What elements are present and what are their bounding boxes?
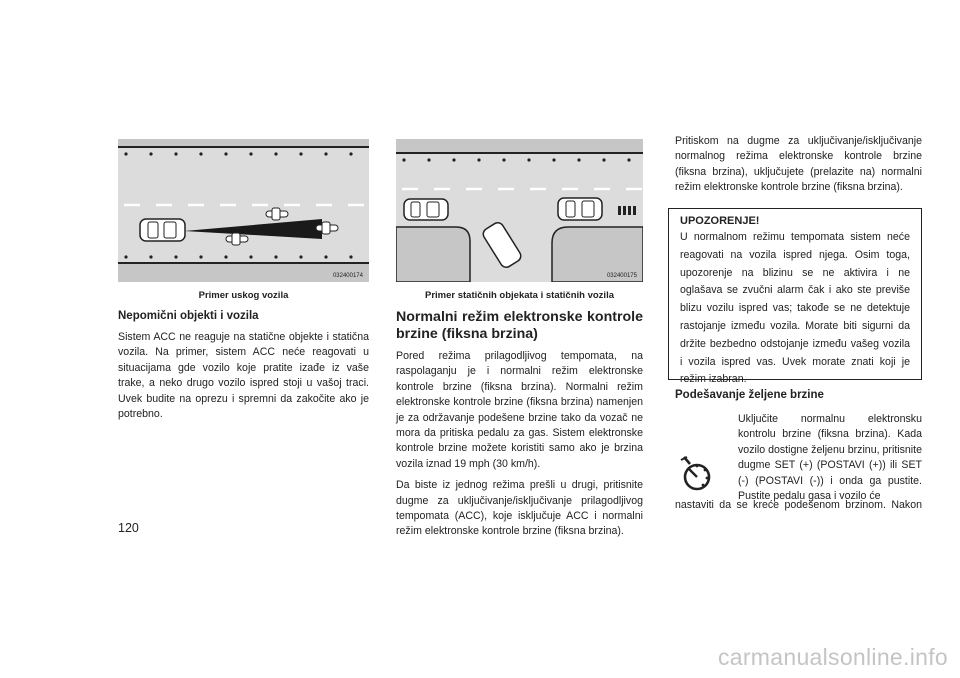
paragraph: Sistem ACC ne reaguje na statične objekte i statična vozila. Na primer, sistem ACC neće reagovati u situacijama gde vozilo koje pratite izađe iz vaše trake, a neko drugo vozilo ispred stoji u vašoj traci. Uvek budite na oprezu i spremni da zakočite ako je potrebno. bbox=[118, 331, 369, 421]
paragraph: Pritiskom na dugme za uključivanje/isključivanje normalnog režima elektronske kontrole brzine (fiksna brzina), uključujete (prelazite na) normalni režim elektronske kontrole brzine (fiksna brzina). bbox=[675, 135, 922, 194]
column-right-indented bbox=[738, 412, 922, 504]
figure-narrow-vehicle bbox=[118, 139, 369, 282]
column-right-sub bbox=[675, 388, 922, 409]
column-middle bbox=[396, 309, 643, 546]
warning-title: UPOZORENJE! bbox=[680, 215, 760, 227]
paragraph: Pored režima prilagodljivog tempomata, na raspolaganju je i normalni režim elektronske kontrole brzine (fiksna brzina). Normalni režim elektronske kontrole brzine (fiksna brzina) namenjen je za održavanje podešene brzine tako da vozač ne mora da pritiska pedalu za gas. Sistem elektronske kontrole brzine možete koristiti samo ako je brzina vozila iznad 19 mph (30 km/h). bbox=[396, 350, 643, 470]
figure-caption: Primer statičnih objekata i statičnih vozila bbox=[424, 290, 614, 301]
watermark: carmanualsonline.info bbox=[717, 644, 948, 670]
column-right-continued bbox=[675, 498, 922, 513]
paragraph: Da biste iz jednog režima prešli u drugi, pritisnite dugme za uključivanje/isključivanje prilagodljivog tempomata (ACC), koje isključuje ACC i normalni režim elektronske kontrole brzine (fiksna brzina). bbox=[396, 479, 643, 538]
figure-code: 032400175 bbox=[606, 273, 637, 279]
warning-box bbox=[668, 208, 922, 386]
paragraph: nastaviti da se kreće podešenom brzinom. Nakon bbox=[675, 499, 922, 511]
section-heading: Nepomični objekti i vozila bbox=[118, 310, 259, 322]
subheading: Podešavanje željene brzine bbox=[675, 389, 824, 401]
page-number: 120 bbox=[118, 521, 139, 535]
speedometer-icon bbox=[676, 455, 716, 493]
column-right-intro bbox=[675, 134, 922, 202]
figure-caption: Primer uskog vozila bbox=[198, 290, 289, 301]
paragraph: Uključite normalnu elektronsku kontrolu brzine (fiksna brzina). Kada vozilo dostigne željenu brzinu, pritisnite dugme SET (+) (POSTAVI (+)) ili SET (-) (POSTAVI (-)) i onda ga pustite. Pustite pedalu gasa i vozilo će bbox=[738, 413, 922, 503]
figure-code: 032400174 bbox=[332, 273, 363, 279]
warning-text: U normalnom režimu tempomata sistem neće reagovati na vozila ispred njega. Osim toga, upozorenje na blizinu se ne aktivira i ne oglašava se zvučni alarm čak i ako ste previše blizu vozilu ispred vas; takođe se ne detektuje rastojanje između vozila. Morate biti sigurni da držite bezbedno odstojanje između vašeg vozila i vozila ispred vas. Uvek morate znati koji je režim izabran. bbox=[680, 231, 910, 386]
figure-static-objects bbox=[396, 139, 643, 282]
section-heading: Normalni režim elektronske kontrole brzine (fiksna brzina) bbox=[396, 309, 643, 342]
column-left bbox=[118, 309, 369, 428]
